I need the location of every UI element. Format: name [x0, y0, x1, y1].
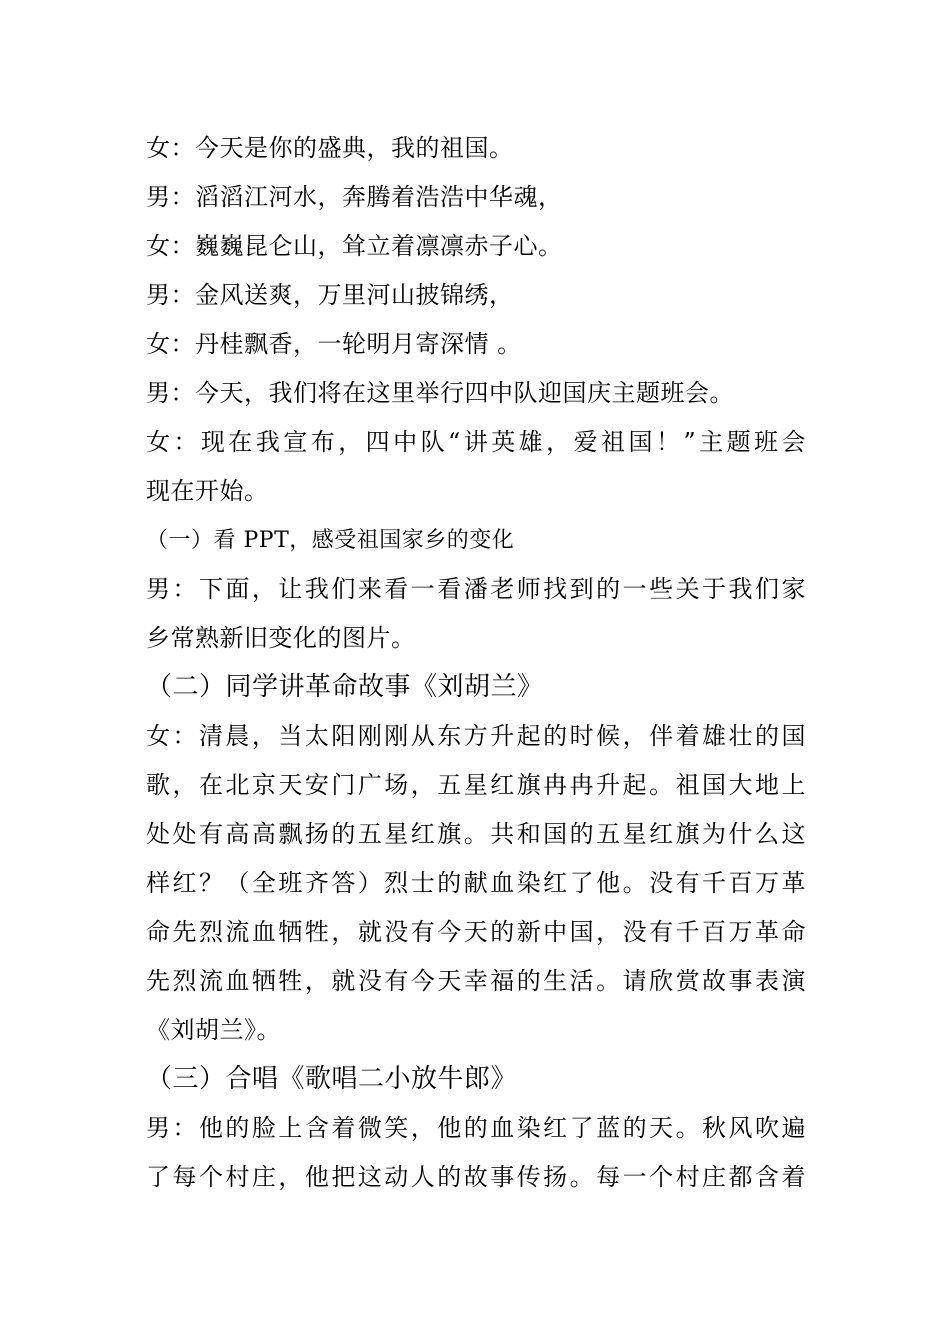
text-line: 了每个村庄，他把这动人的故事传扬。每一个村庄都含着: [146, 1163, 806, 1191]
text-line: 男：他的脸上含着微笑，他的血染红了蓝的天。秋风吹遍: [146, 1114, 806, 1142]
text-line: 命先烈流血牺牲，就没有今天的新中国，没有千百万革命: [146, 918, 806, 946]
text-line: 先烈流血牺牲，就没有今天幸福的生活。请欣赏故事表演: [146, 967, 806, 995]
text-line: 乡常熟新旧变化的图片。: [146, 624, 416, 652]
text-line: 男：滔滔江河水，奔腾着浩浩中华魂，: [146, 183, 563, 211]
text-line: 现在开始。: [146, 477, 269, 505]
text-line: 女：现在我宣布，四中队“讲英雄，爱祖国！”主题班会: [146, 428, 806, 456]
text-line: 女：巍巍昆仑山，耸立着凛凛赤子心。: [146, 232, 563, 260]
document-body: [146, 124, 806, 1202]
text-line: 女：清晨，当太阳刚刚从东方升起的时候，伴着雄壮的国: [146, 722, 806, 750]
text-line: 女：今天是你的盛典，我的祖国。: [146, 134, 514, 162]
text-line: 女：丹桂飘香，一轮明月寄深情 。: [146, 330, 522, 358]
section-heading-2: （二）同学讲革命故事《刘胡兰》: [146, 672, 544, 702]
text-line: 歌，在北京天安门广场，五星红旗冉冉升起。祖国大地上: [146, 771, 806, 799]
text-line: 男：今天，我们将在这里举行四中队迎国庆主题班会。: [146, 379, 734, 407]
text-line: 男：金风送爽，万里河山披锦绣，: [146, 281, 514, 309]
text-line: 男：下面，让我们来看一看潘老师找到的一些关于我们家: [146, 575, 806, 603]
section-heading-3: （三）合唱《歌唱二小放牛郎》: [146, 1064, 518, 1094]
text-line: 《刘胡兰》。: [146, 1016, 281, 1044]
section-heading-1: （一）看 PPT，感受祖国家乡的变化: [146, 528, 515, 553]
text-line: 样红？（全班齐答）烈士的献血染红了他。没有千百万革: [146, 869, 806, 897]
text-line: 处处有高高飘扬的五星红旗。共和国的五星红旗为什么这: [146, 820, 806, 848]
